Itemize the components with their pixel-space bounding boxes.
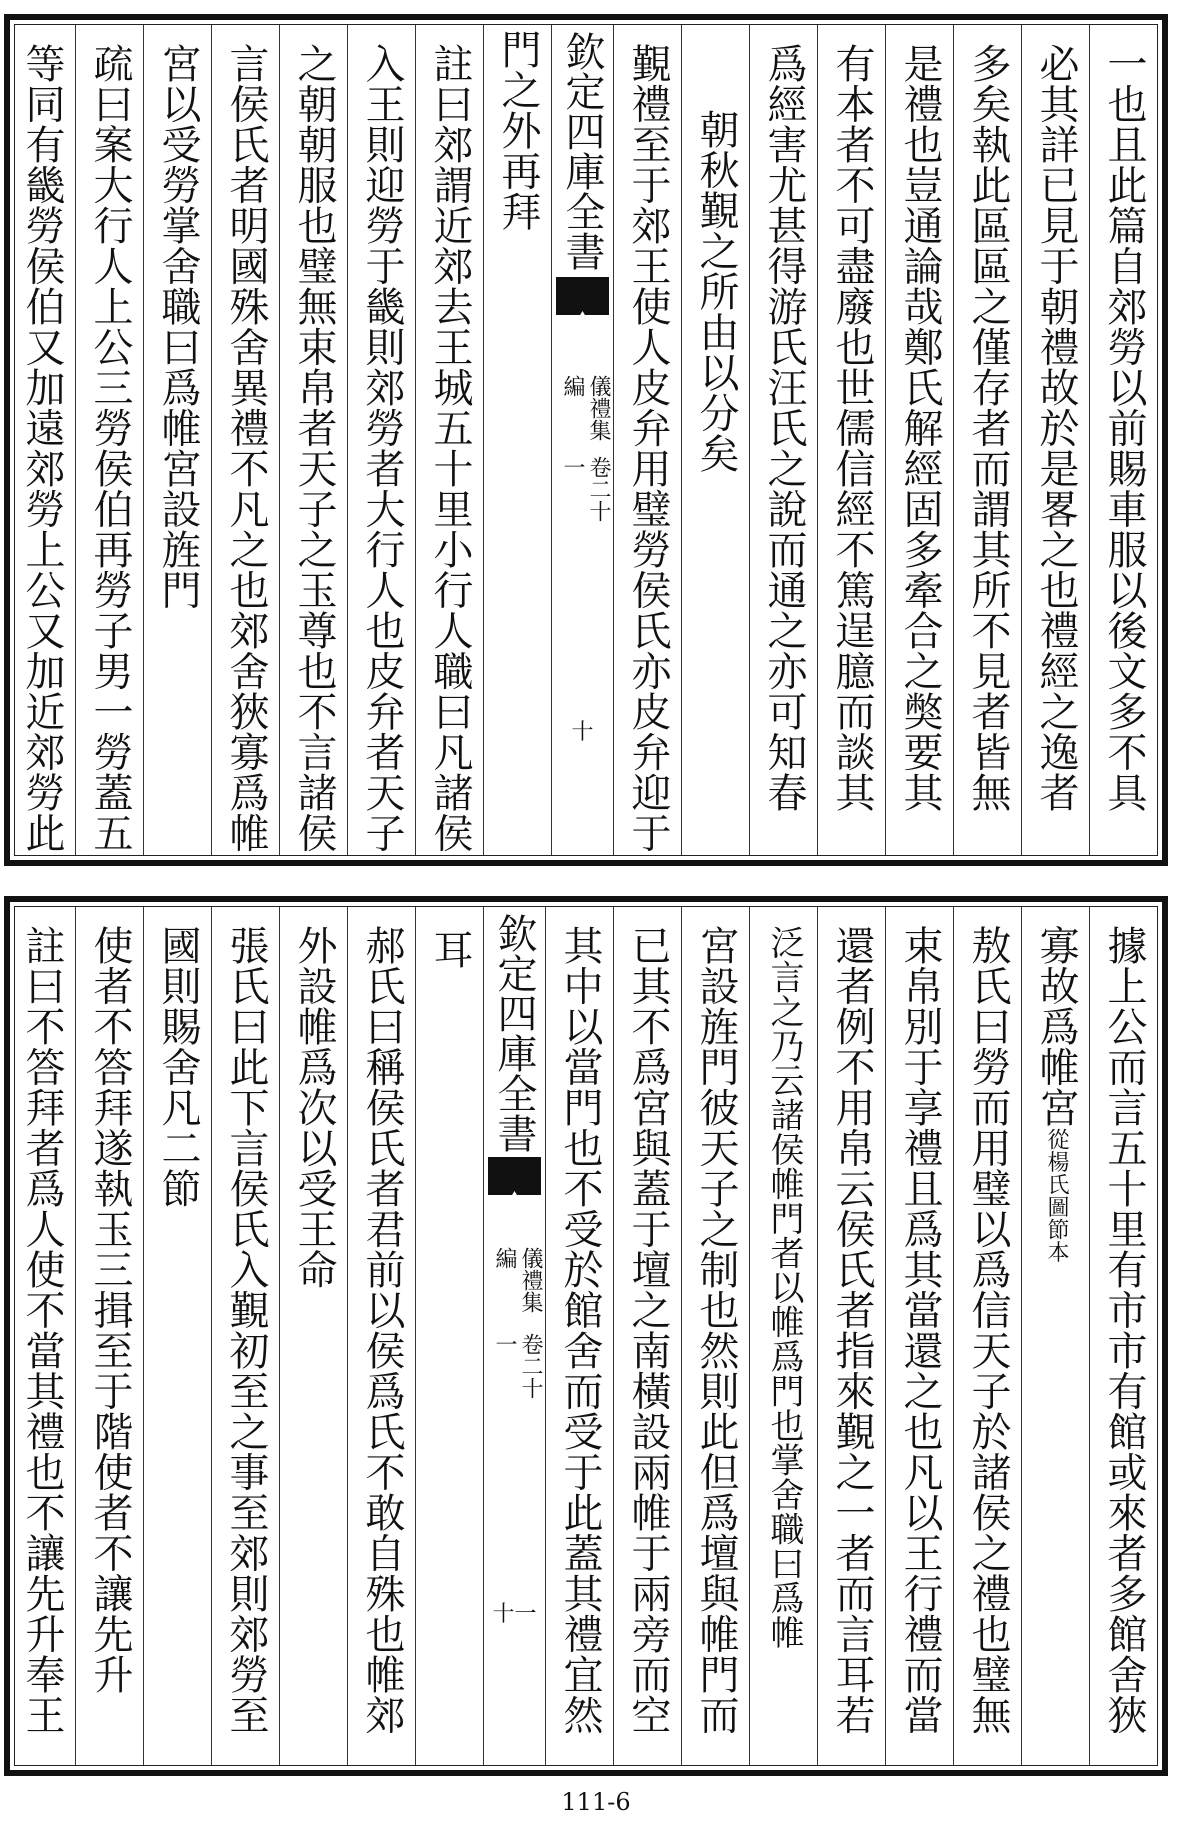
top-page-columns [15,25,1157,855]
text-column: 國則賜舍凡二節 [143,907,211,1765]
text-column: 敖氏曰勞而用璧以爲信天子於諸侯之禮也璧無 [953,907,1021,1765]
folio-number: 十 [571,720,594,745]
fishtail-mark [488,1157,541,1195]
bottom-page [4,896,1168,1776]
text-column: 註曰郊謂近郊去王城五十里小行人職曰凡諸侯 [415,25,483,855]
text-column: 據上公而言五十里有市市有館或來者多館舍狹 [1089,907,1157,1765]
text-column: 疏曰案大行人上公三勞侯伯再勞子男一勞蓋五 [75,25,143,855]
text-column: 有本者不可盡廢也世儒信經不篤逞臆而談其 [817,25,885,855]
text-column: 多矣執此區區之僅存者而謂其所不見者皆無 [953,25,1021,855]
text-column: 門之外再拜 [483,25,551,855]
text-column: 宮以受勞掌舍職曰爲帷宮設旌門 [143,25,211,855]
text-column: 束帛別于享禮且爲其當還之也凡以王行禮而當 [885,907,953,1765]
text-column: 已其不爲宮與蓋于壇之南橫設兩帷于兩旁而空 [613,907,681,1765]
text-column: 必其詳已見于朝禮故於是畧之也禮經之逸者 [1021,25,1089,855]
page-number-footer: 111-6 [561,1788,631,1816]
text-column: 言侯氏者明國殊舍異禮不凡之也郊舍狹寡爲帷 [211,25,279,855]
text-column: 外設帷爲次以受王命 [279,907,347,1765]
bottom-page-columns [15,907,1157,1765]
text-fragment: 寡故爲帷宮 [1033,925,1079,1128]
text-column: 等同有畿勞侯伯又加遠郊勞上公又加近郊勞此 [19,43,65,853]
text-column: 張氏曰此下言侯氏入覲初至之事至郊則郊勞至 [211,907,279,1765]
small-annotation: 從楊氏圖節本 [1044,1127,1069,1263]
volume-number: 卷二十一 [560,456,611,522]
text-column: 入王則迎勞于畿則郊勞者大行人也皮弁者天子 [347,25,415,855]
text-column: 是禮也豈通論哉鄭氏解經固多牽合之獘要其 [885,25,953,855]
book-name: 儀禮集編 [492,1247,543,1313]
text-column: 泛言之乃云諸侯帷門者以帷爲門也掌舍職曰爲帷 [749,907,817,1765]
book-series-title: 欽定四庫全書 [491,913,537,1153]
top-page [4,14,1168,866]
center-fold [551,25,613,855]
text-column: 宮設旌門彼天子之制也然則此但爲壇與帷門而 [681,907,749,1765]
text-column: 還者例不用帛云侯氏者指來覲之一者而言耳若 [817,907,885,1765]
bottom-page-frame [14,906,1158,1766]
volume-number: 卷二十一 [492,1333,543,1399]
text-column: 朝秋覲之所由以分矣 [681,25,749,855]
book-info [486,1247,543,1417]
text-column [1021,907,1089,1765]
text-column: 耳 [415,907,483,1765]
fishtail-mark [556,277,609,315]
text-column: 一也且此篇自郊勞以前賜車服以後文多不具 [1089,25,1157,855]
text-column: 使者不答拜遂執玉三揖至于階使者不讓先升 [75,907,143,1765]
book-info [554,375,611,535]
book-name: 儀禮集編 [560,375,611,441]
text-column: 覲禮至于郊王使人皮弁用璧勞侯氏亦皮弁迎于 [613,25,681,855]
folio-number: 十一 [492,1602,537,1627]
text-column: 其中以當門也不受於館舍而受于此蓋其禮宜然 [545,907,613,1765]
text-column: 註曰不答拜者爲人使不當其禮也不讓先升奉王 [19,925,65,1735]
text-column: 郝氏曰稱侯氏者君前以侯爲氏不敢自殊也帷郊 [347,907,415,1765]
top-page-frame [14,24,1158,856]
book-series-title: 欽定四庫全書 [559,31,605,271]
text-column: 之朝朝服也璧無束帛者天子之玉尊也不言諸侯 [279,25,347,855]
text-column: 爲經害尤甚得游氏汪氏之說而通之亦可知春 [749,25,817,855]
center-fold [483,907,545,1765]
